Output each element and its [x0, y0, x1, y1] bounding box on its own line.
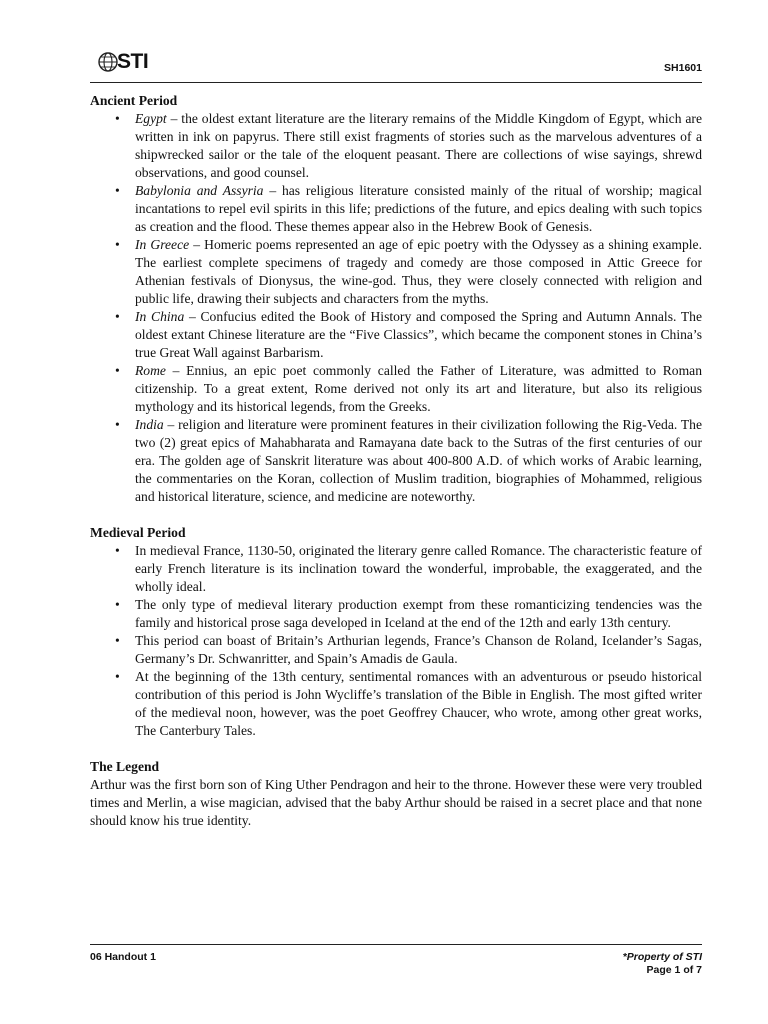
list-item: • At the beginning of the 13th century, sentimental romances with an adventurous or pseudo historical contribution of this period is John Wycliffe’s translation of the Bible in English. The most gifted writer of the medieval noon, however, was the poet Geoffrey Chaucer, who wrote, among other great works, The Canterbury Tales.	[90, 668, 702, 740]
list-item: • This period can boast of Britain’s Arthurian legends, France’s Chanson de Roland, Icelander’s Sagas, Germany’s Dr. Schwanritter, and Spain’s Amadis de Gaula.	[90, 632, 702, 668]
ancient-list	[90, 110, 702, 506]
list-item-text: – Homeric poems represented an age of epic poetry with the Odyssey as a shining example. The earliest complete specimens of tragedy and comedy are those composed in Attic Greece for Athenian festivals of Dionysus, the wine-god. Thus, they were closely connected with religion and public life, drawing their subjects and characters from the myths.	[135, 237, 702, 306]
page-number: Page 1 of 7	[646, 964, 702, 976]
list-item	[90, 308, 702, 362]
list-item-term: In China	[135, 309, 185, 324]
list-item-text: – has religious literature consisted mainly of the ritual of worship; magical incantations to repel evil spirits in this life; predictions of the future, and epics dealing with such topics as creation and the flood. These themes appear also in the Hebrew Book of Genesis.	[135, 183, 702, 234]
list-item-term: Babylonia and Assyria	[135, 183, 264, 198]
list-item-text: – Ennius, an epic poet commonly called the Father of Literature, was admitted to Roman citizenship. To a great extent, Rome derived not only its art and literature, but also its religious mythology and its historical legends, from the Greeks.	[135, 363, 702, 414]
list-item	[90, 362, 702, 416]
list-item-text: – Confucius edited the Book of History and composed the Spring and Autumn Annals. The oldest extant Chinese literature are the “Five Classics”, which became the component stones in China’s true Great Wall against Barbarism.	[135, 309, 702, 360]
section-title-ancient: Ancient Period	[90, 93, 178, 108]
section-title-medieval: Medieval Period	[90, 525, 186, 540]
legend-paragraph: Arthur was the first born son of King Uther Pendragon and heir to the throne. However these were very troubled times and Merlin, a wise magician, advised that the baby Arthur should be raised in a secret place and that none should know his true identity.	[90, 777, 702, 828]
page-header	[90, 50, 702, 83]
document-code: SH1601	[664, 62, 702, 74]
list-item	[90, 182, 702, 236]
property-notice: *Property of STI	[622, 951, 702, 963]
list-item-term: Rome	[135, 363, 166, 378]
list-item	[90, 110, 702, 182]
section-title-legend: The Legend	[90, 759, 160, 774]
list-item	[90, 236, 702, 308]
page-footer	[90, 944, 702, 976]
list-item-term: Egypt	[135, 111, 167, 126]
list-item-term: In Greece	[135, 237, 190, 252]
list-item-term: India	[135, 417, 164, 432]
list-item-text: – religion and literature were prominent features in their civilization following the Rig-Veda. The two (2) great epics of Mahabharata and Ramayana date back to the Sutras of the first centuries of our era. The golden age of Sanskrit literature was about 400-800 A.D. of which works of Arabic learning, the commentaries on the Koran, collection of Muslim tradition, biographies of Mohammed, religious and historical literature, science, and medicine are noteworthy.	[135, 417, 702, 504]
medieval-list	[90, 542, 702, 740]
sti-logo	[96, 50, 148, 74]
handout-label: 06 Handout 1	[90, 951, 156, 963]
list-item: • In medieval France, 1130-50, originated the literary genre called Romance. The characteristic feature of early French literature is its inclination toward the wonderful, improbable, the exaggerated, and the wholly ideal.	[90, 542, 702, 596]
list-item	[90, 416, 702, 506]
list-item-text: – the oldest extant literature are the literary remains of the Middle Kingdom of Egypt, which are written in ink on papyrus. There still exist fragments of stories such as the marvelous adventures of a shipwrecked sailor or the tale of the eloquent peasant. There are collections of wise sayings, shrewd observations, and good counsel.	[135, 111, 702, 180]
list-item: • The only type of medieval literary production exempt from these romanticizing tendencies was the family and historical prose saga developed in Iceland at the end of the 12th and early 13th century.	[90, 596, 702, 632]
document-body	[90, 92, 702, 830]
footer-right	[623, 951, 702, 977]
logo-text: STI	[117, 50, 149, 73]
